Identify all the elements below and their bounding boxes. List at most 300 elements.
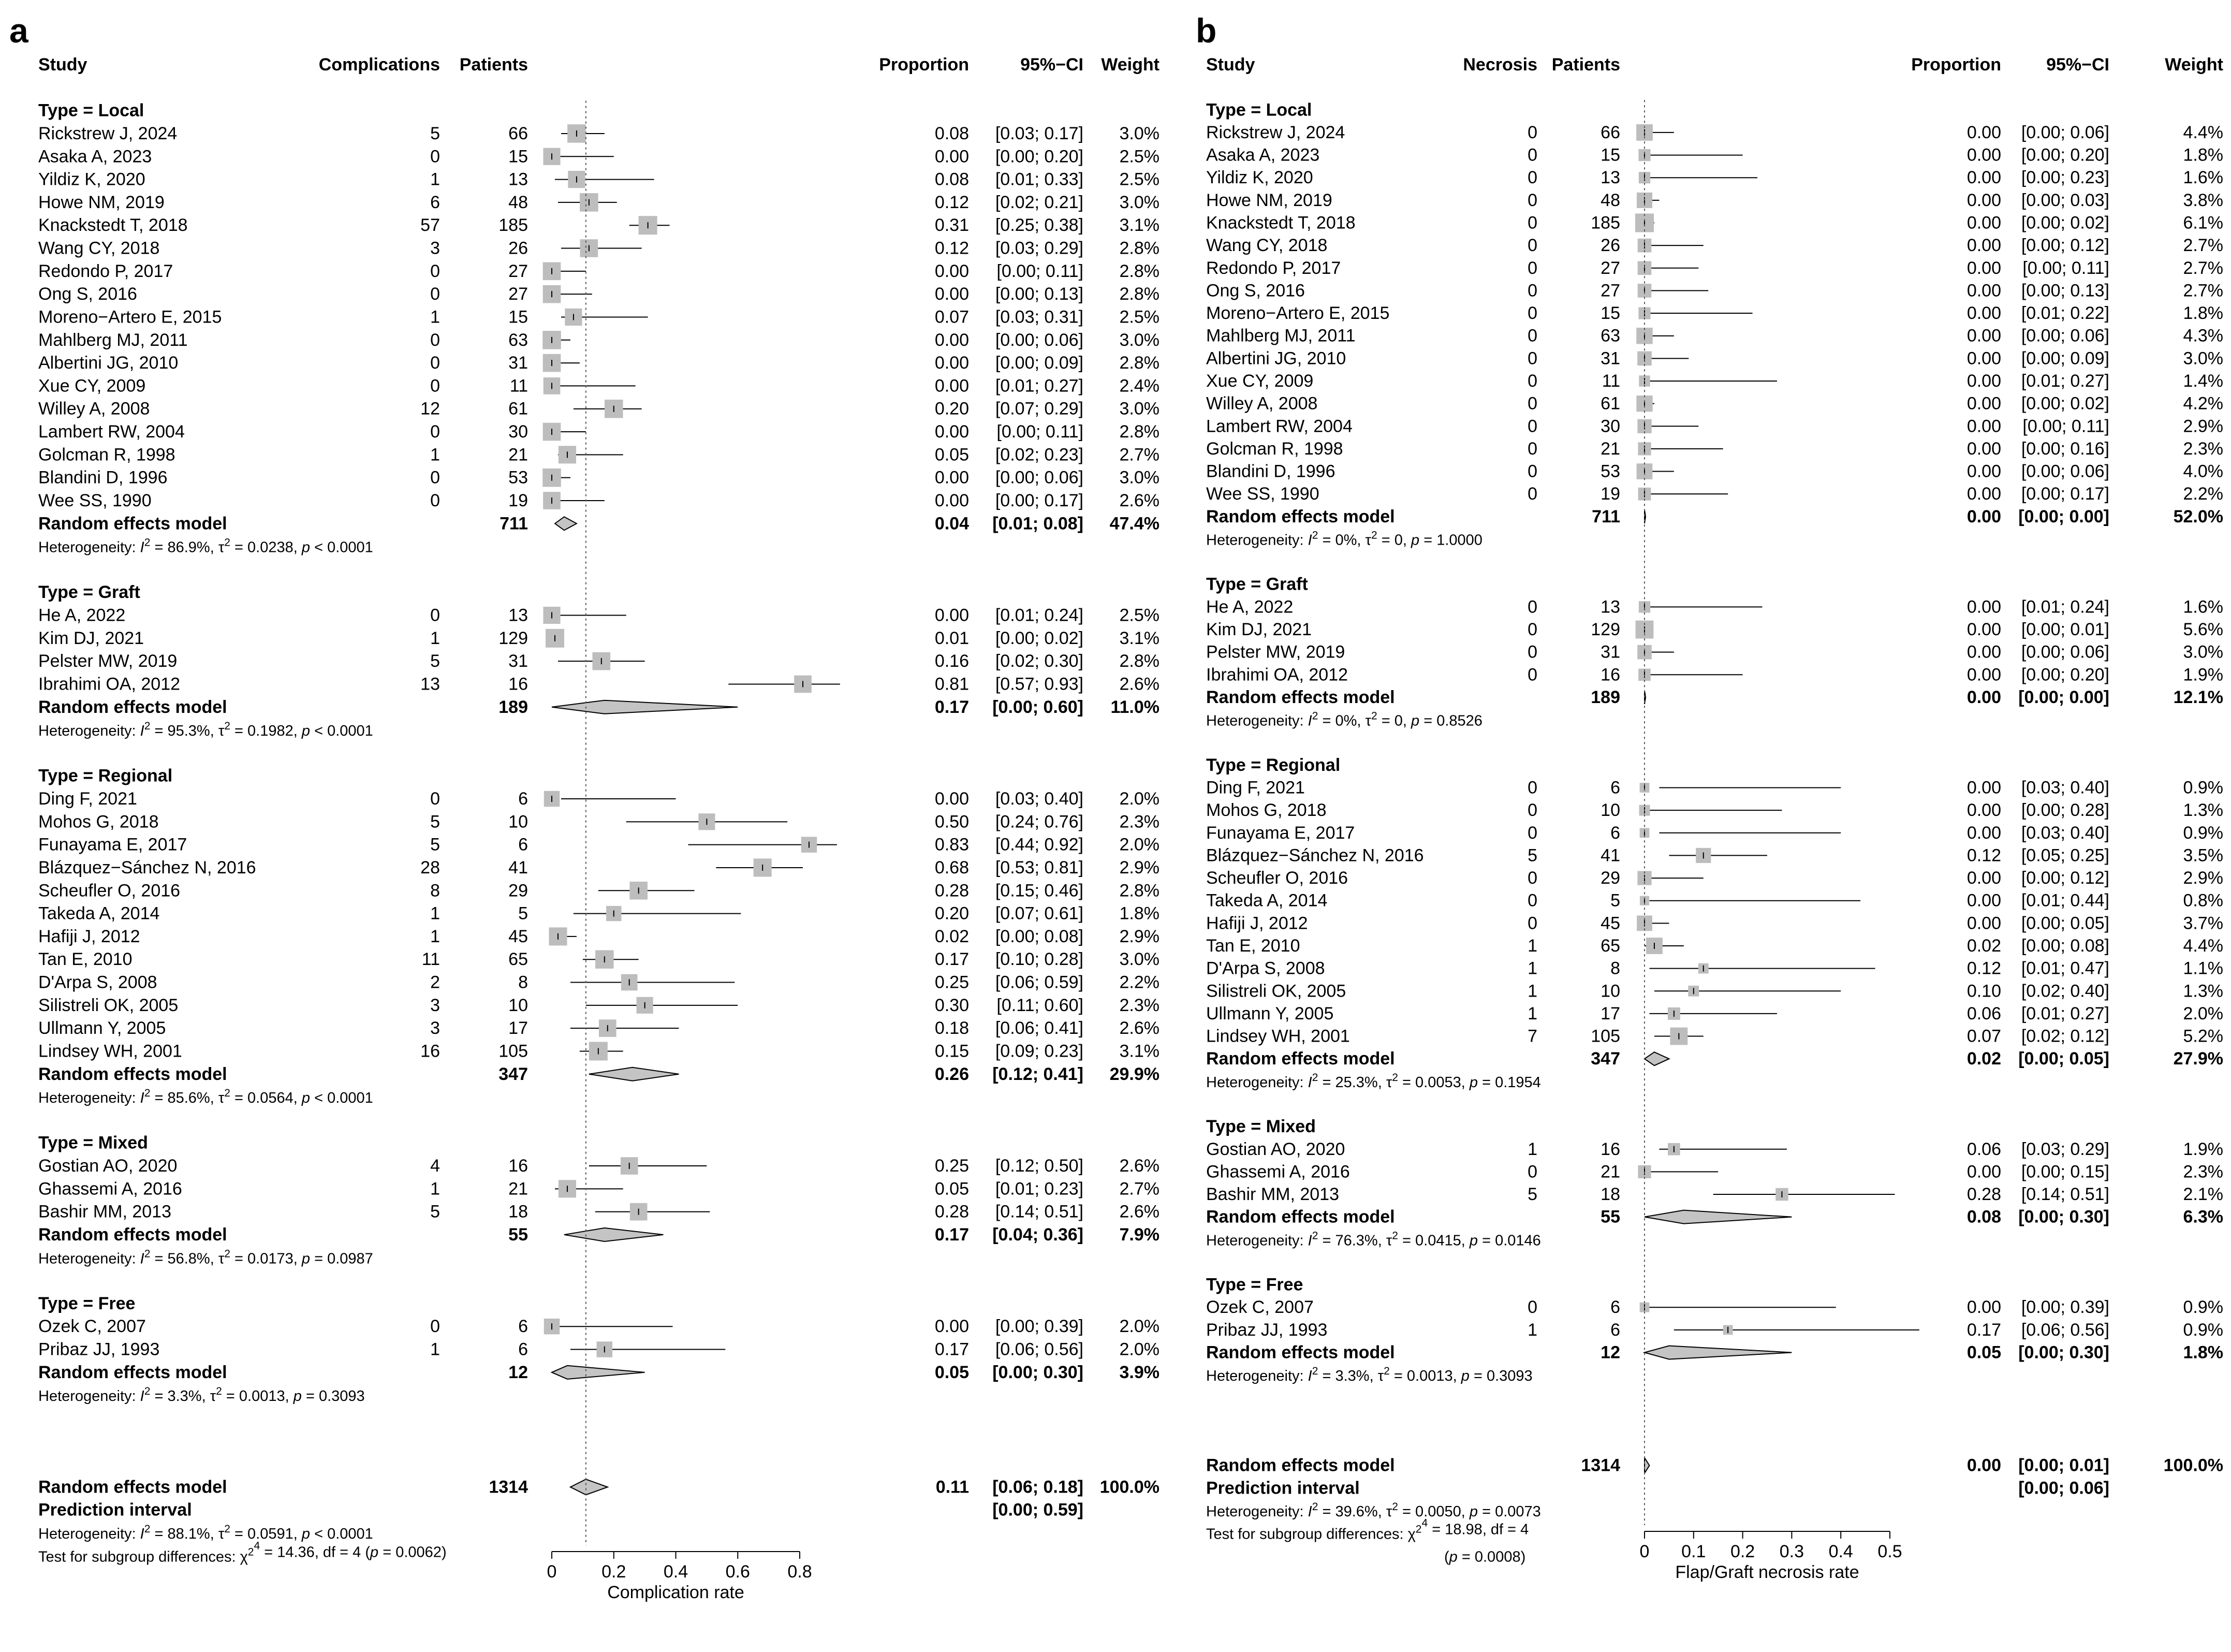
study-proportion: 0.12 [1966, 958, 2001, 978]
study-proportion: 0.00 [934, 376, 969, 396]
study-name: Wee SS, 1990 [38, 490, 152, 510]
study-weight: 2.5% [1119, 169, 1159, 189]
study-ci: [0.00; 0.02] [995, 628, 1083, 648]
study-patients: 15 [1601, 145, 1620, 165]
model-diamond [552, 1366, 645, 1379]
study-events: 0 [1528, 236, 1537, 256]
study-weight: 4.4% [2183, 122, 2223, 142]
study-events: 0 [1528, 597, 1537, 617]
df-value: 4 [353, 1544, 361, 1561]
heterogeneity-text: Heterogeneity: $I^2 = 25.3\%$, $\tau^2 = 0.0053$, p = 0.1954 [1206, 1071, 1541, 1091]
study-patients: 27 [508, 261, 528, 281]
study-name: Takeda A, 2014 [38, 903, 160, 924]
study-name: Willey A, 2008 [38, 399, 150, 419]
study-weight: 2.3% [2183, 1162, 2223, 1182]
study-events: 0 [1528, 303, 1537, 324]
study-weight: 4.3% [2183, 326, 2223, 346]
study-events: 1 [1528, 1003, 1537, 1024]
x-axis-label: Complication rate [607, 1583, 744, 1602]
study-weight: 1.6% [2183, 168, 2223, 188]
study-name: Funayama E, 2017 [1206, 823, 1355, 843]
subgroup-title: Type = Regional [38, 766, 173, 786]
study-weight: 2.8% [1119, 422, 1159, 442]
study-proportion: 0.20 [934, 399, 969, 419]
column-header-events: Complications [318, 55, 440, 75]
subgroup-title: Type = Free [38, 1293, 136, 1313]
i2-value: 0% [1335, 532, 1357, 549]
study-patients: 26 [1601, 236, 1620, 256]
study-ci: [0.00; 0.15] [2021, 1162, 2109, 1182]
study-patients: 10 [1601, 800, 1620, 821]
study-patients: 53 [508, 467, 528, 488]
i2-value: 56.8% [167, 1250, 210, 1267]
model-weight: 6.3% [2183, 1207, 2223, 1227]
study-proportion: 0.25 [934, 1156, 969, 1176]
study-ci: [0.03; 0.29] [2021, 1139, 2109, 1159]
study-name: He A, 2022 [38, 605, 126, 625]
study-patients: 31 [508, 651, 528, 671]
chi2-value: 14.36 [277, 1544, 315, 1561]
model-proportion: 0.26 [934, 1064, 969, 1084]
study-events: 0 [1528, 665, 1537, 685]
model-ci: [0.00; 0.00] [2018, 687, 2109, 707]
study-patients: 16 [1601, 1139, 1620, 1159]
model-proportion: 0.02 [1966, 1049, 2001, 1069]
study-ci: [0.01; 0.22] [2021, 303, 2109, 324]
column-header-study: Study [1206, 55, 1255, 75]
study-events: 8 [430, 881, 440, 901]
model-diamond [589, 1068, 679, 1081]
study-patients: 10 [508, 812, 528, 832]
study-ci: [0.06; 0.41] [995, 1018, 1083, 1039]
overall-heterogeneity-text: Heterogeneity: $I^2 = 39.6\%$, $\tau^2 = 0.0050$, p = 0.0073 [1206, 1501, 1541, 1520]
study-events: 0 [430, 605, 440, 625]
p-value: 0.0008 [1474, 1548, 1521, 1566]
study-ci: [0.00; 0.01] [2021, 620, 2109, 640]
column-header-prop: Proportion [1911, 55, 2001, 75]
study-ci: [0.01; 0.27] [2021, 1003, 2109, 1024]
study-patients: 10 [508, 995, 528, 1015]
study-proportion: 0.00 [1966, 913, 2001, 933]
subgroup-title: Type = Regional [1206, 755, 1341, 775]
column-header-ci: 95%−CI [1020, 55, 1083, 75]
study-name: Ozek C, 2007 [1206, 1297, 1314, 1318]
study-weight: 3.1% [1119, 1041, 1159, 1061]
study-weight: 0.9% [2183, 778, 2223, 798]
study-weight: 2.6% [1119, 674, 1159, 694]
study-events: 0 [1528, 326, 1537, 346]
study-ci: [0.01; 0.23] [995, 1179, 1083, 1199]
model-ci: [0.00; 0.30] [992, 1362, 1083, 1382]
study-name: Pelster MW, 2019 [38, 651, 178, 671]
study-ci: [0.25; 0.38] [995, 215, 1083, 236]
x-tick-label: 0.4 [663, 1562, 688, 1582]
study-name: Blázquez−Sánchez N, 2016 [1206, 845, 1424, 866]
study-proportion: 0.31 [934, 215, 969, 236]
study-proportion: 0.83 [934, 835, 969, 855]
forest-panel-b [1196, 11, 2223, 1582]
tau2-value: 0.0013 [239, 1388, 285, 1405]
study-events: 28 [420, 857, 440, 878]
study-events: 1 [1528, 935, 1537, 956]
study-ci: [0.07; 0.61] [995, 903, 1083, 924]
overall-weight: 100.0% [2163, 1455, 2223, 1475]
study-name: He A, 2022 [1206, 597, 1294, 617]
study-name: Albertini JG, 2010 [1206, 348, 1346, 369]
study-proportion: 0.00 [1966, 393, 2001, 414]
study-events: 5 [430, 1202, 440, 1222]
study-ci: [0.57; 0.93] [995, 674, 1083, 694]
study-events: 1 [430, 445, 440, 465]
study-proportion: 0.00 [934, 147, 969, 167]
study-patients: 6 [518, 1317, 528, 1337]
study-events: 1 [430, 1339, 440, 1359]
study-ci: [0.01; 0.27] [995, 376, 1083, 396]
study-ci: [0.00; 0.20] [995, 147, 1083, 167]
study-weight: 2.9% [2183, 416, 2223, 436]
study-proportion: 0.17 [934, 1339, 969, 1359]
study-ci: [0.02; 0.23] [995, 445, 1083, 465]
study-name: Yildiz K, 2020 [38, 169, 145, 189]
study-patients: 31 [1601, 642, 1620, 662]
overall-patients: 1314 [489, 1477, 528, 1497]
study-name: Yildiz K, 2020 [1206, 168, 1313, 188]
study-name: Knackstedt T, 2018 [38, 215, 188, 236]
study-weight: 2.1% [2183, 1185, 2223, 1205]
subgroup-title: Type = Local [1206, 100, 1312, 120]
study-proportion: 0.00 [1966, 1297, 2001, 1318]
overall-model-label: Random effects model [1206, 1455, 1395, 1475]
study-weight: 3.0% [1119, 330, 1159, 350]
study-patients: 41 [508, 857, 528, 878]
study-proportion: 0.00 [1966, 665, 2001, 685]
study-proportion: 0.05 [934, 445, 969, 465]
model-label: Random effects model [38, 697, 227, 717]
model-diamond [1645, 1052, 1669, 1065]
study-proportion: 0.00 [934, 1317, 969, 1337]
study-weight: 2.2% [2183, 484, 2223, 504]
heterogeneity-text: Heterogeneity: $I^2 = 56.8\%$, $\tau^2 = 0.0173$, p = 0.0987 [38, 1248, 373, 1267]
study-proportion: 0.00 [1966, 168, 2001, 188]
study-weight: 2.6% [1119, 1156, 1159, 1176]
study-name: Asaka A, 2023 [1206, 145, 1320, 165]
p-value: 0.0062 [395, 1544, 442, 1561]
prediction-interval-label: Prediction interval [38, 1500, 192, 1520]
study-weight: 1.9% [2183, 665, 2223, 685]
study-events: 5 [1528, 1185, 1537, 1205]
study-events: 3 [430, 1018, 440, 1039]
study-ci: [0.00; 0.06] [995, 330, 1083, 350]
model-patients: 347 [498, 1064, 528, 1084]
model-proportion: 0.00 [1966, 687, 2001, 707]
study-patients: 21 [508, 1179, 528, 1199]
study-ci: [0.09; 0.23] [995, 1041, 1083, 1061]
study-proportion: 0.00 [1966, 281, 2001, 301]
study-ci: [0.00; 0.12] [2021, 236, 2109, 256]
model-label: Random effects model [38, 1224, 227, 1245]
study-weight: 2.5% [1119, 147, 1159, 167]
x-tick-label: 0.8 [787, 1562, 812, 1582]
study-patients: 18 [508, 1202, 528, 1222]
i2-value: 95.3% [167, 723, 210, 740]
study-weight: 2.7% [2183, 236, 2223, 256]
study-events: 1 [430, 903, 440, 924]
study-ci: [0.53; 0.81] [995, 857, 1083, 878]
x-tick-label: 0 [547, 1562, 557, 1582]
study-weight: 2.8% [1119, 261, 1159, 281]
study-name: Blázquez−Sánchez N, 2016 [38, 857, 256, 878]
study-ci: [0.00; 0.17] [2021, 484, 2109, 504]
tau2-value: 0.0173 [247, 1250, 293, 1267]
study-events: 0 [430, 284, 440, 304]
study-events: 0 [1528, 913, 1537, 933]
x-tick-label: 0.3 [1779, 1542, 1804, 1561]
study-ci: [0.00; 0.08] [995, 926, 1083, 946]
study-weight: 0.9% [2183, 823, 2223, 843]
study-weight: 2.2% [1119, 972, 1159, 992]
study-name: Mahlberg MJ, 2011 [38, 330, 188, 350]
study-ci: [0.24; 0.76] [995, 812, 1083, 832]
study-name: Tan E, 2010 [1206, 935, 1300, 956]
study-proportion: 0.12 [934, 238, 969, 258]
study-weight: 2.7% [1119, 445, 1159, 465]
model-label: Random effects model [1206, 506, 1395, 527]
study-name: Wang CY, 2018 [38, 238, 160, 258]
study-name: Ong S, 2016 [38, 284, 137, 304]
p-value: = 0.3093 [305, 1388, 365, 1405]
model-ci: [0.04; 0.36] [992, 1224, 1083, 1245]
study-weight: 1.8% [1119, 903, 1159, 924]
study-events: 5 [1528, 845, 1537, 866]
study-events: 1 [1528, 1139, 1537, 1159]
model-ci: [0.00; 0.00] [2018, 506, 2109, 527]
study-name: Redondo P, 2017 [1206, 258, 1341, 278]
study-weight: 2.5% [1119, 605, 1159, 625]
study-events: 1 [430, 1179, 440, 1199]
study-proportion: 0.68 [934, 857, 969, 878]
model-label: Random effects model [1206, 1049, 1395, 1069]
study-patients: 6 [1610, 1297, 1620, 1318]
study-events: 0 [430, 789, 440, 809]
study-patients: 27 [508, 284, 528, 304]
i2-value: 39.6% [1335, 1503, 1378, 1520]
model-patients: 12 [508, 1362, 528, 1382]
study-events: 0 [1528, 393, 1537, 414]
study-weight: 2.6% [1119, 490, 1159, 510]
study-patients: 129 [1591, 620, 1620, 640]
study-ci: [0.00; 0.13] [995, 284, 1083, 304]
study-events: 0 [430, 376, 440, 396]
heterogeneity-text: Heterogeneity: $I^2 = 3.3\%$, $\tau^2 = 0.0013$, p = 0.3093 [1206, 1365, 1533, 1385]
study-patients: 65 [508, 949, 528, 970]
study-events: 6 [430, 192, 440, 212]
study-events: 0 [1528, 461, 1537, 481]
model-patients: 711 [1592, 506, 1620, 527]
study-patients: 5 [518, 903, 528, 924]
model-ci: [0.00; 0.60] [992, 697, 1083, 717]
study-events: 12 [420, 399, 440, 419]
study-ci: [0.00; 0.02] [2021, 213, 2109, 233]
study-ci: [0.00; 0.11] [996, 422, 1083, 442]
x-tick-label: 0.1 [1681, 1542, 1706, 1561]
model-label: Random effects model [1206, 1207, 1395, 1227]
study-weight: 1.3% [2183, 800, 2223, 821]
study-name: Gostian AO, 2020 [38, 1156, 178, 1176]
study-patients: 16 [508, 674, 528, 694]
study-weight: 2.6% [1119, 1018, 1159, 1039]
study-proportion: 0.00 [1966, 213, 2001, 233]
study-patients: 17 [508, 1018, 528, 1039]
study-weight: 1.4% [2183, 371, 2223, 391]
study-patients: 15 [508, 147, 528, 167]
study-proportion: 0.00 [1966, 800, 2001, 821]
model-weight: 47.4% [1109, 514, 1159, 534]
model-patients: 347 [1591, 1049, 1620, 1069]
study-ci: [0.03; 0.40] [2021, 823, 2109, 843]
study-proportion: 0.00 [1966, 145, 2001, 165]
study-proportion: 0.00 [934, 490, 969, 510]
study-name: Moreno−Artero E, 2015 [38, 307, 222, 327]
study-ci: [0.00; 0.09] [995, 353, 1083, 373]
study-events: 5 [430, 835, 440, 855]
study-ci: [0.03; 0.40] [995, 789, 1083, 809]
heterogeneity-text: Heterogeneity: $I^2 = 0\%$, $\tau^2 = 0$, p = 0.8526 [1206, 710, 1483, 729]
study-proportion: 0.00 [1966, 890, 2001, 911]
study-ci: [0.00; 0.13] [2021, 281, 2109, 301]
study-name: Silistreli OK, 2005 [38, 995, 179, 1015]
study-name: Ong S, 2016 [1206, 281, 1305, 301]
study-proportion: 0.06 [1966, 1003, 2001, 1024]
study-weight: 2.8% [1119, 284, 1159, 304]
heterogeneity-text: Heterogeneity: $I^2 = 85.6\%$, $\tau^2 = 0.0564$, p < 0.0001 [38, 1087, 373, 1107]
study-name: Tan E, 2010 [38, 949, 133, 970]
study-name: Ullmann Y, 2005 [38, 1018, 166, 1039]
p-value: = 1.0000 [1423, 532, 1483, 549]
study-events: 1 [1528, 1320, 1537, 1340]
study-weight: 2.8% [1119, 651, 1159, 671]
study-name: Silistreli OK, 2005 [1206, 981, 1346, 1001]
study-events: 0 [1528, 190, 1537, 210]
model-proportion: 0.17 [934, 1224, 969, 1245]
model-weight: 11.0% [1110, 697, 1159, 717]
prediction-interval-ci: [0.00; 0.06] [2018, 1478, 2109, 1498]
study-events: 57 [420, 215, 440, 236]
study-name: Ibrahimi OA, 2012 [38, 674, 181, 694]
study-patients: 21 [1601, 1162, 1620, 1182]
column-header-ci: 95%−CI [2046, 55, 2109, 75]
study-events: 0 [430, 330, 440, 350]
model-patients: 12 [1601, 1342, 1620, 1363]
study-ci: [0.00; 0.03] [2021, 190, 2109, 210]
study-proportion: 0.00 [1966, 326, 2001, 346]
study-proportion: 0.00 [1966, 620, 2001, 640]
study-patients: 13 [508, 605, 528, 625]
study-proportion: 0.00 [934, 284, 969, 304]
study-proportion: 0.01 [934, 628, 969, 648]
study-patients: 6 [1610, 778, 1620, 798]
study-name: Pribaz JJ, 1993 [1206, 1320, 1328, 1340]
panel-label: a [9, 11, 28, 50]
study-events: 0 [1528, 778, 1537, 798]
study-proportion: 0.20 [934, 903, 969, 924]
tau2-value: 0.0050 [1415, 1503, 1461, 1520]
study-weight: 5.2% [2183, 1026, 2223, 1046]
study-proportion: 0.50 [934, 812, 969, 832]
study-weight: 3.0% [2183, 642, 2223, 662]
study-ci: [0.06; 0.56] [995, 1339, 1083, 1359]
subgroup-test-pvalue: (p = 0.0008) [1444, 1548, 1526, 1566]
model-weight: 1.8% [2183, 1342, 2223, 1363]
study-weight: 1.8% [2183, 303, 2223, 324]
study-proportion: 0.30 [934, 995, 969, 1015]
overall-proportion: 0.00 [1966, 1455, 2001, 1475]
i2-value: 86.9% [167, 539, 210, 556]
model-diamond [1645, 1210, 1792, 1224]
tau2-value: 0.0053 [1415, 1074, 1461, 1091]
x-axis-label: Flap/Graft necrosis rate [1675, 1562, 1859, 1582]
x-tick-label: 0.2 [601, 1562, 626, 1582]
study-weight: 3.5% [2183, 845, 2223, 866]
study-patients: 11 [509, 376, 528, 396]
study-patients: 53 [1601, 461, 1620, 481]
study-ci: [0.00; 0.28] [2021, 800, 2109, 821]
study-patients: 30 [508, 422, 528, 442]
study-events: 0 [1528, 800, 1537, 821]
study-events: 0 [430, 422, 440, 442]
study-proportion: 0.00 [1966, 461, 2001, 481]
column-header-weight: Weight [2165, 55, 2223, 75]
study-name: D'Arpa S, 2008 [1206, 958, 1325, 978]
study-name: Ghassemi A, 2016 [1206, 1162, 1350, 1182]
study-ci: [0.15; 0.46] [995, 881, 1083, 901]
tau2-value: 0.0415 [1415, 1232, 1461, 1249]
overall-model-label: Random effects model [38, 1477, 227, 1497]
subgroup-title: Type = Graft [1206, 574, 1308, 594]
study-events: 1 [430, 307, 440, 327]
study-events: 0 [1528, 416, 1537, 436]
model-proportion: 0.08 [1966, 1207, 2001, 1227]
model-proportion: 0.17 [934, 697, 969, 717]
study-weight: 2.8% [1119, 238, 1159, 258]
study-weight: 2.7% [1119, 1179, 1159, 1199]
study-weight: 4.4% [2183, 935, 2223, 956]
p-value: < 0.0001 [314, 539, 373, 556]
study-weight: 2.6% [1119, 1202, 1159, 1222]
study-events: 0 [430, 147, 440, 167]
column-header-n: Patients [1551, 55, 1620, 75]
i2-value: 88.1% [167, 1526, 210, 1542]
study-patients: 66 [508, 123, 528, 143]
study-proportion: 0.00 [1966, 778, 2001, 798]
study-name: Pelster MW, 2019 [1206, 642, 1345, 662]
study-proportion: 0.12 [934, 192, 969, 212]
study-patients: 21 [1601, 438, 1620, 459]
subgroup-title: Type = Local [38, 100, 144, 121]
model-ci: [0.12; 0.41] [992, 1064, 1083, 1084]
study-proportion: 0.00 [1966, 868, 2001, 888]
df-value: 4 [1520, 1521, 1529, 1538]
study-name: Rickstrew J, 2024 [38, 123, 178, 143]
study-ci: [0.00; 0.06] [995, 467, 1083, 488]
model-label: Random effects model [1206, 687, 1395, 707]
study-patients: 41 [1601, 845, 1620, 866]
i2-value: 76.3% [1335, 1232, 1378, 1249]
study-name: Ullmann Y, 2005 [1206, 1003, 1334, 1024]
study-patients: 48 [508, 192, 528, 212]
study-events: 7 [1528, 1026, 1537, 1046]
study-ci: [0.05; 0.25] [2021, 845, 2109, 866]
study-events: 0 [430, 261, 440, 281]
